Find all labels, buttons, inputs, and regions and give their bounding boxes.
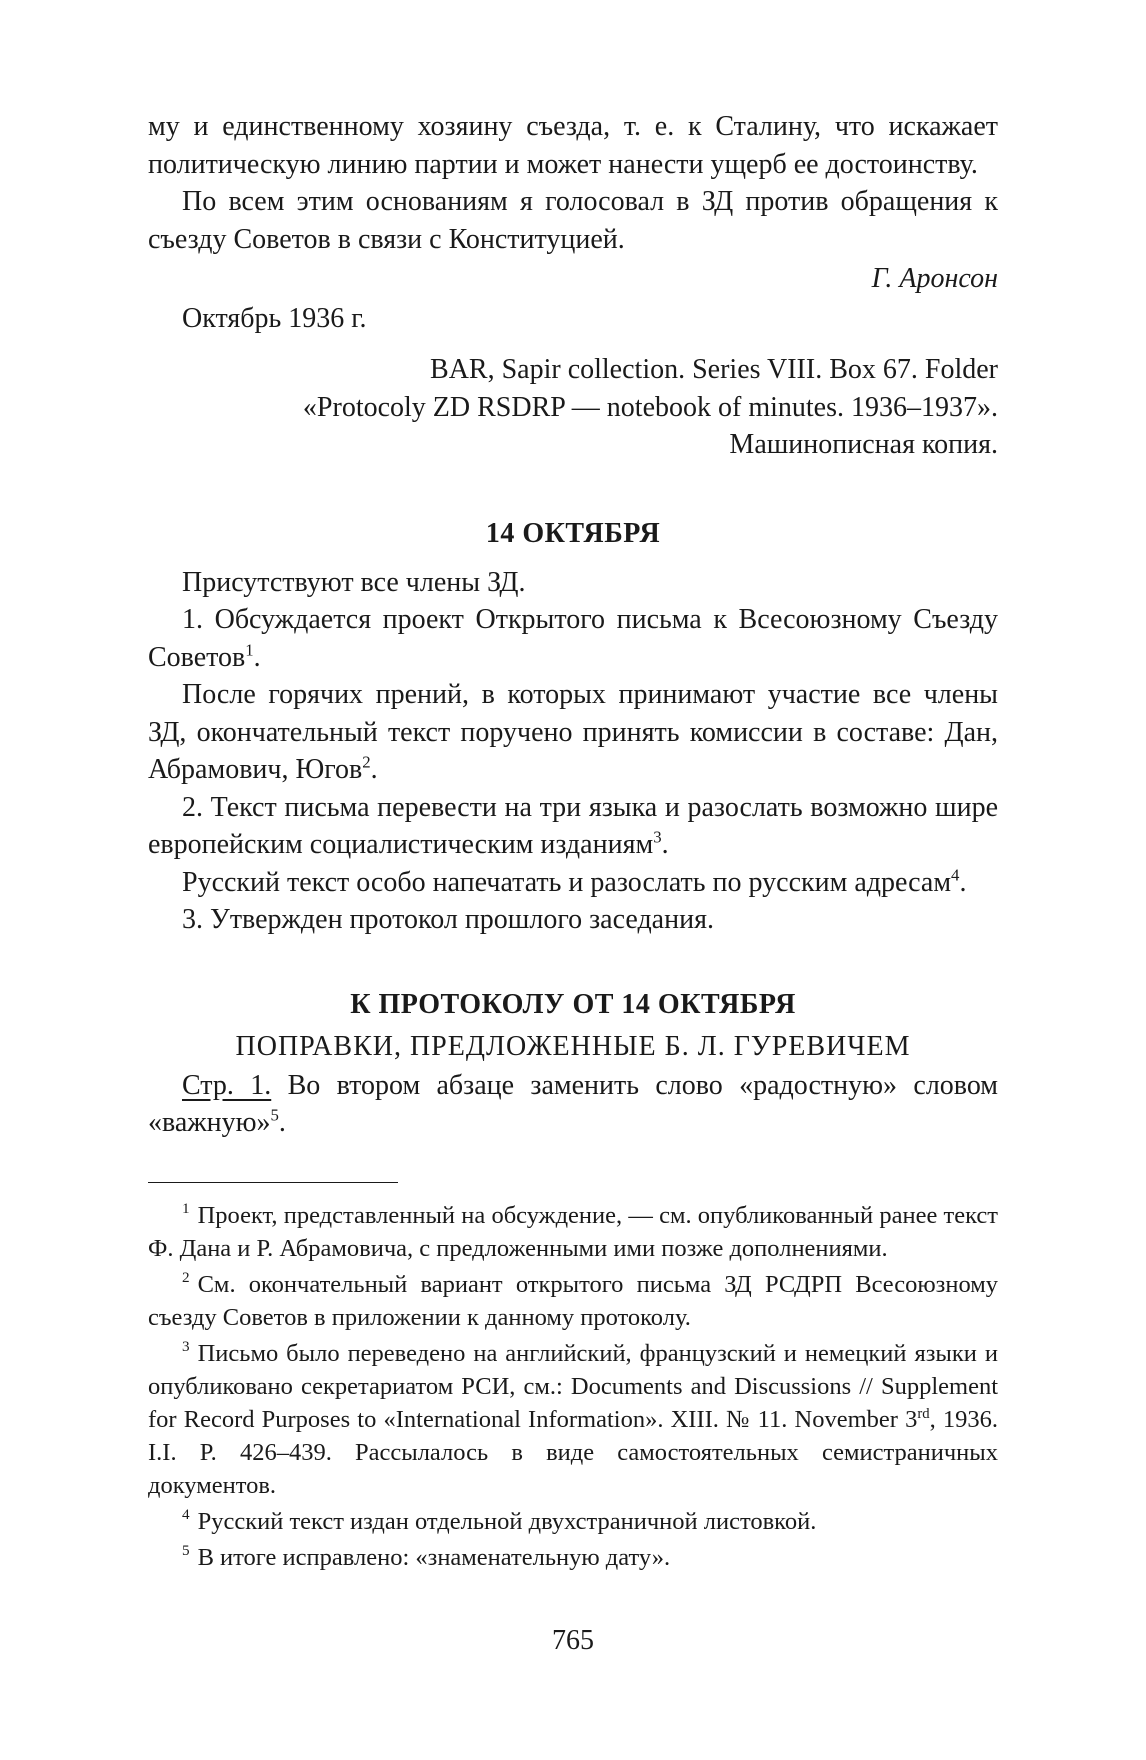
footnote-divider [148, 1182, 398, 1183]
ordinal-suffix: rd [917, 1405, 930, 1422]
footnote-3 [148, 1337, 998, 1502]
footnote-ref-2[interactable]: 2 [362, 752, 371, 772]
source-line-1: BAR, Sapir collection. Series VIII. Box 67. Folder [430, 354, 998, 385]
footnote-text: Русский текст издан отдельной двухстраничной листовкой. [197, 1507, 817, 1535]
item-1-text: 1. Обсуждается проект Открытого письма к Всесоюзному Съезду Советов [148, 604, 998, 673]
footnote-ref-4[interactable]: 4 [951, 865, 960, 885]
footnote-marker: 1 [182, 1200, 190, 1218]
footnote-text: См. окончательный вариант открытого письма ЗД РСДРП Всесоюзному съезду Советов в приложении к данному протоколу. [148, 1270, 998, 1331]
item-2-text: 2. Текст письма перевести на три языка и разослать возможно шире европейским социалистическим изданиям [148, 791, 998, 860]
item-3: 3. Утвержден протокол прошлого заседания. [182, 904, 714, 935]
footnote-4 [148, 1505, 998, 1538]
russian-text-body: Русский текст особо напечатать и разослать по русским адресам [182, 866, 952, 898]
source-line-2: «Protocoly ZD RSDRP — notebook of minutes. 1936–1937». [302, 391, 998, 423]
source-line-3: Машинописная копия. [729, 429, 998, 460]
signature: Г. Аронсон [871, 263, 998, 294]
page-number: 765 [552, 1625, 594, 1656]
footnote-marker: 4 [182, 1506, 190, 1524]
russian-text: Русский текст особо напечатать и разослать по русским адресам$^4$. [182, 865, 967, 898]
footnote-marker: 2 [182, 1269, 190, 1287]
paragraph-continuation: му и единственному хозяину съезда, т. е. к Сталину, что искажает политическую линию партии и может нанести ущерб ее достоинству. [148, 111, 998, 180]
amendment: Стр. 1. Во втором абзаце заменить слово «радостную» словом «важную»$^5$. [148, 1069, 999, 1138]
footnote-2 [148, 1268, 998, 1334]
footnote-ref-5[interactable]: 5 [270, 1105, 279, 1125]
footnote-ref-1[interactable]: 1 [245, 640, 254, 660]
debate: После горячих прений, в которых принимают участие все члены ЗД, окончательный текст поручено принять комиссии в составе: Дан, Абрамович, Югов$^2$. [148, 679, 998, 785]
footnote-marker: 5 [182, 1542, 190, 1560]
footnote-text: Проект, представленный на обсуждение, — см. опубликованный ранее текст Ф. Дана и Р. Абрамовича, с предложенными ими позже дополнениями. [148, 1201, 998, 1262]
archival-source [148, 351, 998, 464]
footnote-text: В итоге исправлено: «знаменательную дату». [197, 1543, 671, 1571]
document-date: Октябрь 1936 г. [182, 302, 367, 334]
section-heading-oct14: 14 ОКТЯБРЯ [485, 517, 661, 549]
footnote-marker: 3 [182, 1338, 190, 1356]
footnote-1 [148, 1199, 998, 1265]
item-2: 2. Текст письма перевести на три языка и разослать возможно шире европейским социалистическим изданиям$^3$. [148, 791, 998, 860]
page-reference: Стр. 1. [182, 1069, 272, 1101]
debate-text: После горячих прений, в которых принимают участие все члены ЗД, окончательный текст поручено принять комиссии в составе: Дан, Абрамович, Югов [148, 679, 998, 785]
footnotes [148, 1199, 998, 1574]
footnote-text-b: , 1936. I.I. P. 426–439. Рассылалось в виде самостоятельных семистраничных документов. [148, 1405, 999, 1499]
paragraph-vote: По всем этим основаниям я голосовал в ЗД против обращения к съезду Советов в связи с Конституцией. [148, 186, 998, 255]
attendance: Присутствуют все члены ЗД. [182, 566, 526, 598]
amendment-text: Во втором абзаце заменить слово «радостную» словом «важную» [148, 1069, 999, 1138]
section-heading-protocol: К ПРОТОКОЛУ ОТ 14 ОКТЯБРЯ [350, 988, 796, 1020]
footnote-5 [148, 1541, 998, 1574]
footnote-text-a: Письмо было переведено на английский, французский и немецкий языки и опубликовано секретариатом РСИ, см.: Documents and Discussions // Supplement for Record Purposes to «International Information». XIII. № 11. November 3 [148, 1339, 998, 1433]
footnote-ref-3[interactable]: 3 [653, 827, 662, 847]
item-1: 1. Обсуждается проект Открытого письма к Всесоюзному Съезду Советов$^1$. [148, 604, 998, 673]
amendments-subheading: ПОПРАВКИ, ПРЕДЛОЖЕННЫЕ Б. Л. ГУРЕВИЧЕМ [235, 1030, 911, 1062]
